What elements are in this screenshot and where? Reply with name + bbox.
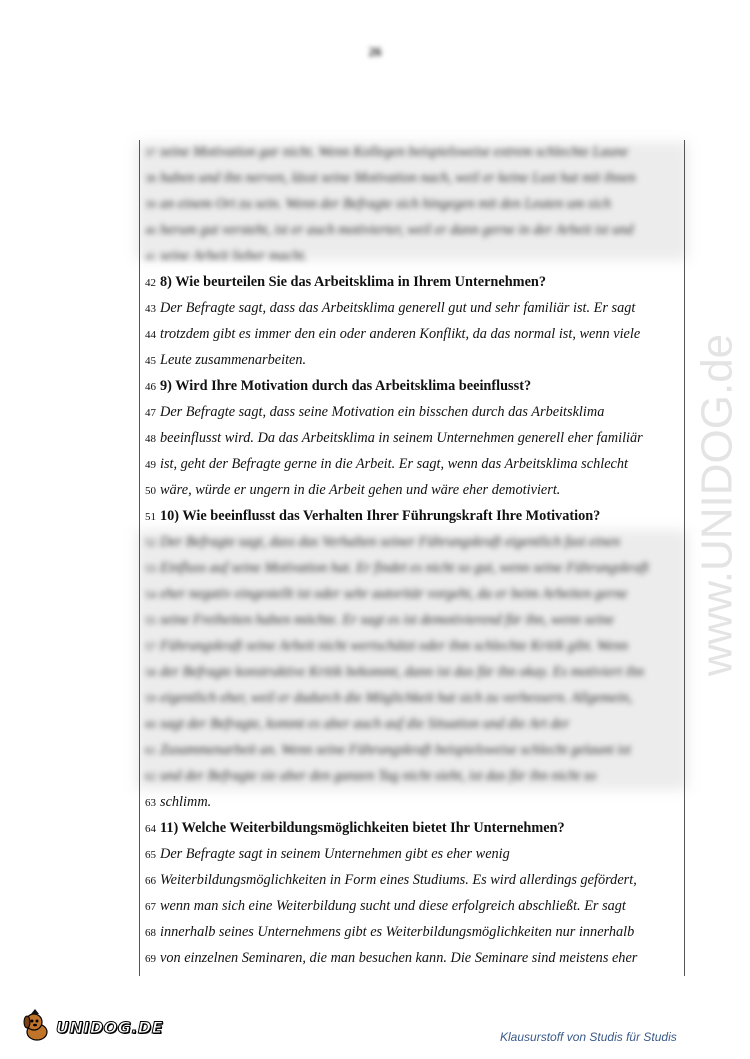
- line-text: an einem Ort zu sein. Wenn der Befragte sich hingegen mit den Leuten um sich: [160, 196, 611, 212]
- line-text: innerhalb seines Unternehmens gibt es Weiterbildungsmöglichkeiten nur innerhalb: [160, 924, 635, 940]
- line-number: 51: [145, 511, 156, 523]
- line-text: schlimm.: [160, 794, 212, 810]
- text-line: [140, 220, 680, 246]
- line-number: 54: [145, 589, 156, 601]
- line-text: Der Befragte sagt, dass seine Motivation ein bisschen durch das Arbeitsklima: [160, 404, 605, 420]
- line-text: ist, geht der Befragte gerne in die Arbeit. Er sagt, wenn das Arbeitsklima schlecht: [160, 456, 629, 472]
- watermark: [692, 270, 742, 740]
- text-line: [140, 480, 680, 506]
- text-line: [140, 324, 680, 350]
- line-text: trotzdem gibt es immer den ein oder anderen Konflikt, da das normal ist, wenn viele: [160, 326, 641, 342]
- text-line: [140, 428, 680, 454]
- text-line: [140, 740, 680, 766]
- text-line: [140, 142, 680, 168]
- line-number: 45: [145, 355, 156, 367]
- line-number: 40: [145, 225, 156, 237]
- right-margin-rule: [684, 140, 685, 976]
- line-text: der Befragte konstruktive Kritik bekommt, dann ist das für ihn okay. Es motiviert ihn: [160, 664, 645, 680]
- line-text: beeinflusst wird. Da das Arbeitsklima in seinem Unternehmen generell eher familiär: [160, 430, 643, 446]
- line-text: eigentlich eher, weil er dadurch die Möglichkeit hat sich zu verbessern. Allgemein,: [160, 690, 633, 706]
- dog-mascot-icon: [20, 1010, 54, 1044]
- text-line: [140, 558, 680, 584]
- text-line: [140, 662, 680, 688]
- watermark-text: www.UNIDOG.de: [692, 333, 742, 677]
- line-number: 38: [145, 173, 156, 185]
- line-number: 50: [145, 485, 156, 497]
- line-text: Zusammenarbeit an. Wenn seine Führungskraft beispielsweise schlecht gelaunt ist: [160, 742, 631, 758]
- line-number: 69: [145, 953, 156, 965]
- line-number: 53: [145, 563, 156, 575]
- line-text: eher negativ eingestellt ist oder sehr autoritär vorgeht, da er beim Arbeiten gerne: [160, 586, 628, 602]
- line-text: herum gut versteht, ist er auch motivierter, weil er dann gerne in der Arbeit ist und: [160, 222, 634, 238]
- line-text: seine Freiheiten haben möchte. Er sagt es ist demotivierend für ihn, wenn seine: [160, 612, 614, 628]
- line-number: 67: [145, 901, 156, 913]
- line-number: 61: [145, 745, 156, 757]
- line-number: 58: [145, 667, 156, 679]
- footer-logo: [20, 1010, 163, 1044]
- line-text: von einzelnen Seminaren, die man besuchen kann. Die Seminare sind meistens eher: [160, 950, 638, 966]
- text-line: [140, 246, 680, 272]
- line-text: seine Motivation gar nicht. Wenn Kollegen beispielsweise extrem schlechte Laune: [160, 144, 629, 160]
- line-number: 37: [145, 147, 156, 159]
- question-text: 10) Wie beeinflusst das Verhalten Ihrer Führungskraft Ihre Motivation?: [160, 508, 601, 524]
- question-line: [140, 272, 680, 298]
- line-number: 55: [145, 615, 156, 627]
- line-number: 62: [145, 771, 156, 783]
- logo-text: UNIDOG.DE: [56, 1017, 164, 1037]
- question-line: [140, 376, 680, 402]
- line-number: 49: [145, 459, 156, 471]
- text-line: [140, 792, 680, 818]
- text-line: [140, 454, 680, 480]
- text-line: [140, 922, 680, 948]
- text-line: [140, 610, 680, 636]
- line-text: Einfluss auf seine Motivation hat. Er findet es nicht so gut, wenn seine Führungskraft: [160, 560, 649, 576]
- line-text: Der Befragte sagt in seinem Unternehmen gibt es eher wenig: [160, 846, 510, 862]
- line-number: 47: [145, 407, 156, 419]
- line-text: seine Arbeit lieber macht.: [160, 248, 308, 264]
- text-line: [140, 714, 680, 740]
- footer-tagline: Klausurstoff von Studis für Studis: [500, 1030, 677, 1044]
- text-line: [140, 402, 680, 428]
- text-line: [140, 766, 680, 792]
- text-line: [140, 688, 680, 714]
- question-text: 9) Wird Ihre Motivation durch das Arbeitsklima beeinflusst?: [160, 378, 532, 394]
- line-number: 41: [145, 251, 156, 263]
- line-text: Leute zusammenarbeiten.: [160, 352, 307, 368]
- line-number: 60: [145, 719, 156, 731]
- line-text: Weiterbildungsmöglichkeiten in Form eines Studiums. Es wird allerdings gefördert,: [160, 872, 637, 888]
- line-number: 57: [145, 641, 156, 653]
- text-line: [140, 870, 680, 896]
- line-number: 44: [145, 329, 156, 341]
- line-number: 66: [145, 875, 156, 887]
- line-text: wenn man sich eine Weiterbildung sucht und diese erfolgreich abschließt. Er sagt: [160, 898, 626, 914]
- line-number: 43: [145, 303, 156, 315]
- line-number: 65: [145, 849, 156, 861]
- question-line: [140, 506, 680, 532]
- line-number: 52: [145, 537, 156, 549]
- line-text: Der Befragte sagt, dass das Arbeitsklima generell gut und sehr familiär ist. Er sagt: [160, 300, 636, 316]
- line-number: 46: [145, 381, 156, 393]
- text-line: [140, 298, 680, 324]
- text-line: [140, 896, 680, 922]
- line-text: Der Befragte sagt, dass das Verhalten seiner Führungskraft eigentlich fast einen: [160, 534, 620, 550]
- question-text: 11) Welche Weiterbildungsmöglichkeiten bietet Ihr Unternehmen?: [160, 820, 565, 836]
- page-number: 26: [368, 44, 382, 59]
- line-number: 48: [145, 433, 156, 445]
- text-line: [140, 194, 680, 220]
- line-number: 39: [145, 199, 156, 211]
- line-text: Führungskraft seine Arbeit nicht wertschätzt oder ihm schlechte Kritik gibt. Wenn: [160, 638, 629, 654]
- line-text: sagt der Befragte, kommt es aber auch auf die Situation und die Art der: [160, 716, 570, 732]
- text-line: [140, 168, 680, 194]
- text-line: [140, 636, 680, 662]
- line-number: 68: [145, 927, 156, 939]
- line-number: 64: [145, 823, 156, 835]
- line-text: haben und ihn nerven, lässt seine Motivation nach, weil er keine Lust hat mit ihnen: [160, 170, 636, 186]
- text-line: [140, 350, 680, 376]
- question-line: [140, 818, 680, 844]
- text-line: [140, 844, 680, 870]
- line-number: 63: [145, 797, 156, 809]
- line-number: 59: [145, 693, 156, 705]
- line-text: und der Befragte sie aber den ganzen Tag nicht sieht, ist das für ihn nicht so: [160, 768, 597, 784]
- text-line: [140, 584, 680, 610]
- text-line: [140, 948, 680, 974]
- line-text: wäre, würde er ungern in die Arbeit gehen und wäre eher demotiviert.: [160, 482, 561, 498]
- text-line: [140, 532, 680, 558]
- line-number: 42: [145, 277, 156, 289]
- question-text: 8) Wie beurteilen Sie das Arbeitsklima in Ihrem Unternehmen?: [160, 274, 547, 290]
